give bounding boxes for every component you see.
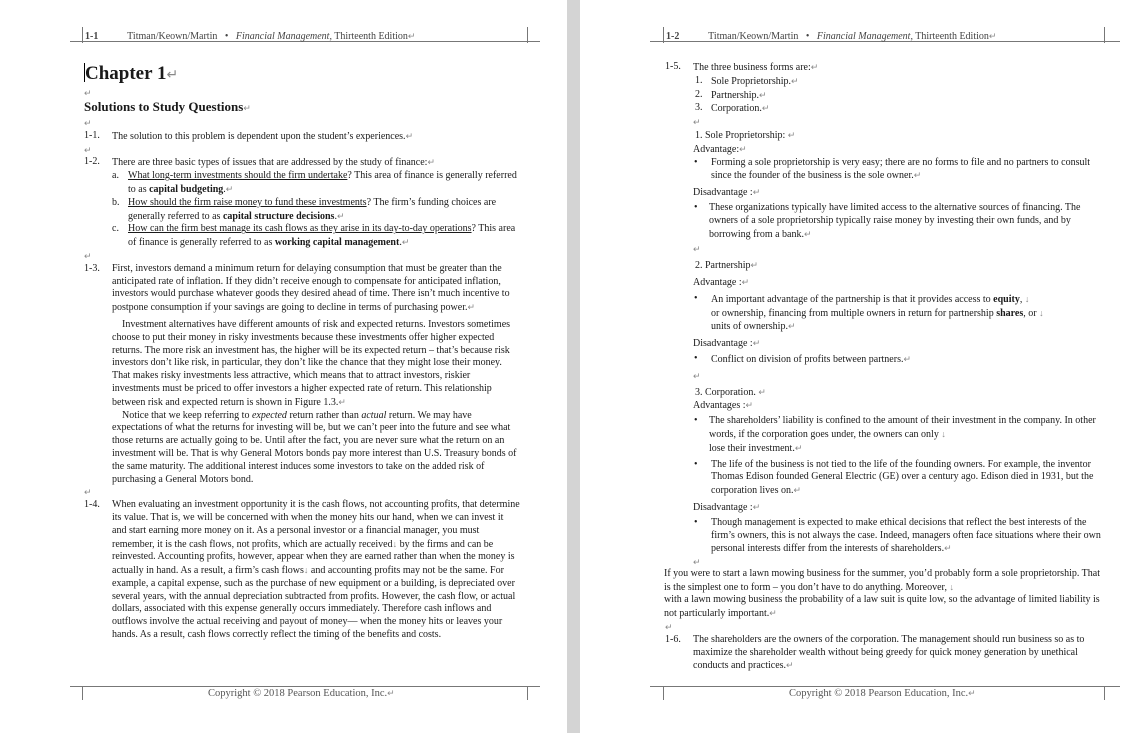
page-footer <box>208 688 395 699</box>
question-number: 1-3. <box>84 262 100 274</box>
paragraph-mark: ↵ <box>913 170 922 181</box>
paragraph-mark: ↵ <box>693 370 701 381</box>
crop-mark <box>1104 686 1105 700</box>
line-break-mark: ↓ <box>392 538 398 549</box>
paragraph-mark: ↵ <box>739 143 747 154</box>
subsection-heading: 1. Sole Proprietorship: <box>695 129 788 141</box>
paragraph-mark: ↵ <box>84 118 92 128</box>
italic-term: actual <box>361 409 387 421</box>
key-term: capital budgeting <box>149 183 224 195</box>
paragraph-mark: ↵ <box>225 183 234 194</box>
disadvantage-label: Disadvantage : <box>693 338 753 350</box>
bullet-text: Forming a sole proprietorship is very easy; there are no forms to file and no partners to consult since the founder of the business is the sole owner. <box>711 156 1091 182</box>
paragraph-mark: ↵ <box>787 321 796 332</box>
line-break-mark: ↓ <box>1039 307 1044 318</box>
paragraph-text: return rather than <box>286 409 362 421</box>
underlined-question: What long-term investments should the firm undertake <box>128 170 348 182</box>
key-term: capital structure decisions <box>222 210 335 222</box>
list-text: ? The firm’s funding choices are generally referred to as <box>128 196 497 222</box>
question-number: 1-1. <box>84 129 100 141</box>
paragraph-mark: ↵ <box>944 543 952 554</box>
document-page-right <box>580 0 1147 733</box>
paragraph-text: Investment alternatives have different amounts of risk and expected returns. Investors sometimes choose to put their money in risky investments because these investments offer higher expected returns. The more risk an investment has, the higher will be its expected return – that’s because risk investors don’t like risk, in particular, they don’t like the chance that they might lose their money. That makes risky investments less attractive, which means that to attract investors, riskier investments must be priced to offer investors a higher expected rate of return. This relationship between risk and expected return is shown in Figure 1.3. <box>112 318 511 408</box>
section-title <box>84 98 520 117</box>
paragraph-mark: ↵ <box>791 75 799 86</box>
paragraph-text: by the firms and can be reinvested. Accounting profits, however, appear when they are earned rather than when the money is actually in hand. As a result, a firm’s cash flows <box>112 538 515 577</box>
bullet-text: These organizations typically have limited access to the alternative sources of financing. The owners of a sole proprietorship typically raise money by investing their own funds, and by borrowing from a bank. <box>709 201 1081 240</box>
list-text: Sole Proprietorship. <box>711 75 791 87</box>
bullet-text: or ownership, financing from multiple owners in return for partnership <box>711 307 997 319</box>
paragraph-text: and accounting profits may not be the same. For example, a capital expense, such as the purchase of new equipment or a building, is depreciated over several years, with the annual depreciation subtracted from profits. However, the cash flow, or actual dollars, associated with this expense generally occurs immediately. Therefore cash inflows and outflows involve the actual receiving and payout of money— when the money hits or leaves your hands. As a result, cash flows correctly reflect the timing of the benefits and costs. <box>112 565 516 641</box>
paragraph-mark: ↵ <box>903 353 912 364</box>
copyright-text: Copyright © 2018 Pearson Education, Inc. <box>208 688 388 699</box>
question-1-5 <box>665 61 1105 75</box>
page-number: 1-2 <box>666 31 680 42</box>
bullet-text: Conflict on division of profits between partners. <box>711 353 904 365</box>
paragraph-text: Notice that we keep referring to <box>122 409 252 421</box>
crop-mark <box>82 686 83 700</box>
question-1-6 <box>665 634 1105 673</box>
paragraph-mark: ↵ <box>750 260 759 271</box>
bullet-text: An important advantage of the partnership is that it provides access to <box>711 293 994 305</box>
list-text: ? This area of finance is generally referred to as <box>128 170 517 195</box>
paragraph-mark: ↵ <box>769 608 777 619</box>
list-text: Partnership. <box>711 89 760 101</box>
sole-proprietorship-section <box>693 129 1105 241</box>
key-term: equity <box>993 293 1020 305</box>
question-text: The three business forms are: <box>693 62 811 73</box>
bullet-text: The shareholders’ liability is confined to the amount of their investment in the company. In other words, if the corporation goes under, the owners can only <box>709 415 1096 440</box>
paragraph-mark: ↵ <box>84 250 92 261</box>
paragraph-mark: ↵ <box>407 31 416 41</box>
bullet-item: • The shareholders’ liability is confined to the amount of their investment in the company. In other words, if the corporation goes under, the owners can only ↓ lose their investment.↵ <box>694 415 1096 454</box>
paragraph-mark: ↵ <box>387 688 395 698</box>
question-text: There are three basic types of issues that are addressed by the study of finance: <box>112 157 428 169</box>
paragraph-mark: ↵ <box>752 501 761 512</box>
crop-mark <box>663 686 664 700</box>
paragraph-mark: ↵ <box>166 68 179 83</box>
page-gutter <box>567 0 580 733</box>
line-break-mark: ↓ <box>949 581 954 592</box>
paragraph-mark: ↵ <box>84 144 92 155</box>
page-body[interactable] <box>84 61 520 642</box>
chapter-title-text: Chapter 1 <box>85 63 167 84</box>
header-authors: Titman/Keown/Martin <box>127 31 218 42</box>
page-body[interactable] <box>665 61 1105 673</box>
bullet-text: The life of the business is not tied to the life of the founding owners. For example, the inventor Thomas Edison founded General Electric (GE) over a century ago. Edison died in 1931, but the corporation lives on. <box>711 458 1094 497</box>
bullet-item: • Though management is expected to make ethical decisions that reflect the best interests of the firm’s owners, this is not always the case. Indeed, managers often face situations where their own personal interests differ from the interests of shareholders.↵ <box>694 516 1101 555</box>
bullet-item: • These organizations typically have limited access to the alternative sources of financing. The owners of a sole proprietorship typically raise money by investing their own funds, and by borrowing from a bank.↵ <box>694 201 1081 240</box>
subsection-heading: 2. Partnership <box>695 260 751 272</box>
document-page-left <box>0 0 567 733</box>
copyright-text: Copyright © 2018 Pearson Education, Inc. <box>789 688 969 699</box>
bullet-text: Though management is expected to make ethical decisions that reflect the best interests of the firm’s owners, this is not always the case. Indeed, managers often face situations where their own personal interests differ from the interests of shareholders. <box>711 516 1101 555</box>
paragraph-mark: ↵ <box>752 187 761 198</box>
list-label: b. <box>112 196 120 208</box>
paragraph-text: return. We may have expectations of what the returns for investing will be, but we can’t peer into the future and see what those returns are actually going to be. Until after the fact, you are never sure what the return on an investment will be. That is why General Motors bonds pay more interest than U.S. Treasury bonds of the same maturity. The additional interest induces some investors to take on the added risk of purchasing a General Motors bond. <box>112 409 517 485</box>
paragraph-mark: ↵ <box>988 31 997 41</box>
crop-mark <box>527 686 528 700</box>
paragraph-mark: ↵ <box>401 237 410 248</box>
list-label: a. <box>112 170 119 182</box>
paragraph-mark: ↵ <box>745 400 754 411</box>
advantage-label: Advantage : <box>693 276 742 288</box>
page-header <box>85 31 415 42</box>
chapter-title[interactable] <box>84 61 520 89</box>
partnership-section <box>693 259 1105 367</box>
paragraph-mark: ↵ <box>405 130 414 141</box>
bullet-text: lose their investment. <box>709 442 795 454</box>
bullet-item: • Conflict on division of profits between partners.↵ <box>694 352 912 365</box>
corporation-section <box>693 386 1105 557</box>
header-book-title: Financial Management, <box>235 31 332 42</box>
bullet-item: • The life of the business is not tied to the life of the founding owners. For example, the inventor Thomas Edison founded General Electric (GE) over a century ago. Edison died in 1931, but the corporation lives on.↵ <box>694 458 1094 497</box>
paragraph-text: First, investors demand a minimum return for delaying consumption that must be greater than the anticipated rate of inflation. If they didn’t receive enough to compensate for anticipated inflation, investors would purchase whatever goods they desired ahead of time. There isn’t much incentive to postpone consumption if your savings are going to decline in terms of purchasing power. <box>112 262 510 314</box>
list-item <box>695 89 1105 103</box>
header-book-title: Financial Management, <box>816 31 913 42</box>
line-break-mark: ↓ <box>303 565 309 576</box>
paragraph-mark: ↵ <box>84 88 92 98</box>
page-footer <box>789 688 976 699</box>
line-break-mark: ↓ <box>941 428 946 439</box>
bullet-text: , or <box>1023 307 1037 319</box>
advantage-label: Advantages : <box>693 400 746 412</box>
list-text: . <box>334 210 337 222</box>
question-1-3 <box>84 263 520 487</box>
page-header <box>666 31 996 42</box>
question-text: The shareholders are the owners of the corporation. The management should run business so as to maximize the shareholder wealth without being greedy for quick money generation by unethical conducts and practices. <box>693 633 1085 672</box>
list-text: ? This area of finance is generally referred to as <box>128 223 516 249</box>
key-term: shares <box>996 307 1024 319</box>
page-number: 1-1 <box>85 31 99 42</box>
paragraph-text: If you were to start a lawn mowing business for the summer, you’d probably form a sole proprietorship. That is the simplest one to form – you don’t have to do anything. Moreover, <box>664 567 1100 593</box>
list-item <box>695 102 1105 116</box>
list-item <box>112 197 520 224</box>
list-text: . <box>399 237 402 249</box>
paragraph-mark: ↵ <box>338 396 346 407</box>
question-number: 1-5. <box>665 61 681 72</box>
paragraph-mark: ↵ <box>427 157 435 168</box>
paragraph-mark: ↵ <box>793 485 802 496</box>
key-term: working capital management <box>274 237 400 249</box>
paragraph-mark: ↵ <box>968 688 976 698</box>
lawn-mowing-paragraph <box>664 568 1105 621</box>
list-text: . <box>223 183 226 195</box>
bullet-item: • An important advantage of the partnership is that it provides access to equity, ↓ or ownership, financing from multiple owners in return for partnership shares, or ↓ units of ownership.↵ <box>694 292 1044 333</box>
paragraph-mark: ↵ <box>761 103 770 114</box>
subsection-heading: 3. Corporation. <box>695 386 759 398</box>
header-edition: Thirteenth Edition <box>334 31 408 42</box>
paragraph-mark: ↵ <box>693 244 701 255</box>
header-bullet: • <box>805 31 810 42</box>
question-text: The solution to this problem is dependent upon the student’s experiences. <box>112 130 406 142</box>
header-authors: Titman/Keown/Martin <box>708 31 799 42</box>
question-1-4 <box>84 499 520 642</box>
list-number: 3. <box>695 102 703 114</box>
paragraph-mark: ↵ <box>665 622 673 633</box>
list-item <box>695 75 1105 89</box>
question-number: 1-2. <box>84 156 100 168</box>
line-break-mark: ↓ <box>1024 293 1030 304</box>
disadvantage-label: Disadvantage : <box>693 187 753 199</box>
paragraph-mark: ↵ <box>786 660 794 671</box>
list-item <box>112 170 520 197</box>
question-1-2 <box>84 156 520 170</box>
paragraph-mark: ↵ <box>794 442 803 453</box>
advantage-label: Advantage: <box>693 143 740 155</box>
paragraph-mark: ↵ <box>467 302 476 313</box>
list-label: c. <box>112 223 119 235</box>
paragraph-text: When evaluating an investment opportunity it is the cash flows, not accounting profits, that determine its value. That is, we will be concerned with when the money hits our hand, when we can invest it and start earning more money on it. As a personal investor or a financial manager, you must remember, it is the cash flows, not profits, which are actually received <box>112 499 520 550</box>
paragraph-mark: ↵ <box>787 129 796 140</box>
list-number: 1. <box>695 74 703 86</box>
paragraph-mark: ↵ <box>810 62 819 72</box>
underlined-question: How should the firm raise money to fund these investments <box>128 196 367 208</box>
paragraph-mark: ↵ <box>758 386 766 397</box>
bullet-text: units of ownership. <box>711 321 788 333</box>
list-number: 2. <box>695 88 703 100</box>
paragraph-mark: ↵ <box>84 487 92 498</box>
question-1-1 <box>84 130 520 144</box>
paragraph-mark: ↵ <box>336 210 345 221</box>
bullet-item: • Forming a sole proprietorship is very easy; there are no forms to file and no partners to consult since the founder of the business is the sole owner.↵ <box>694 156 1091 182</box>
paragraph-text: with a lawn mowing business the probability of a law suit is quite low, so the advantage of limited liability is not particularly important. <box>664 594 1100 620</box>
paragraph-mark: ↵ <box>741 276 750 287</box>
question-number: 1-6. <box>665 633 681 645</box>
paragraph-mark: ↵ <box>243 103 251 113</box>
underlined-question: How can the firm best manage its cash flows as they arise in its day-to-day operations <box>128 223 472 235</box>
footer-rule <box>650 686 1120 687</box>
italic-term: expected <box>251 409 287 421</box>
paragraph-mark: ↵ <box>759 89 767 100</box>
paragraph-mark: ↵ <box>693 117 701 128</box>
bullet-text: , <box>1019 293 1023 305</box>
header-edition: Thirteenth Edition <box>915 31 989 42</box>
footer-rule <box>70 686 540 687</box>
question-number: 1-4. <box>84 499 100 511</box>
list-item <box>112 223 520 250</box>
paragraph-mark: ↵ <box>693 557 701 568</box>
list-text: Corporation. <box>711 103 762 115</box>
section-title-text: Solutions to Study Questions <box>84 99 244 114</box>
header-bullet: • <box>224 31 229 42</box>
paragraph-mark: ↵ <box>803 228 812 239</box>
paragraph-mark: ↵ <box>752 338 761 349</box>
disadvantage-label: Disadvantage : <box>693 501 753 513</box>
